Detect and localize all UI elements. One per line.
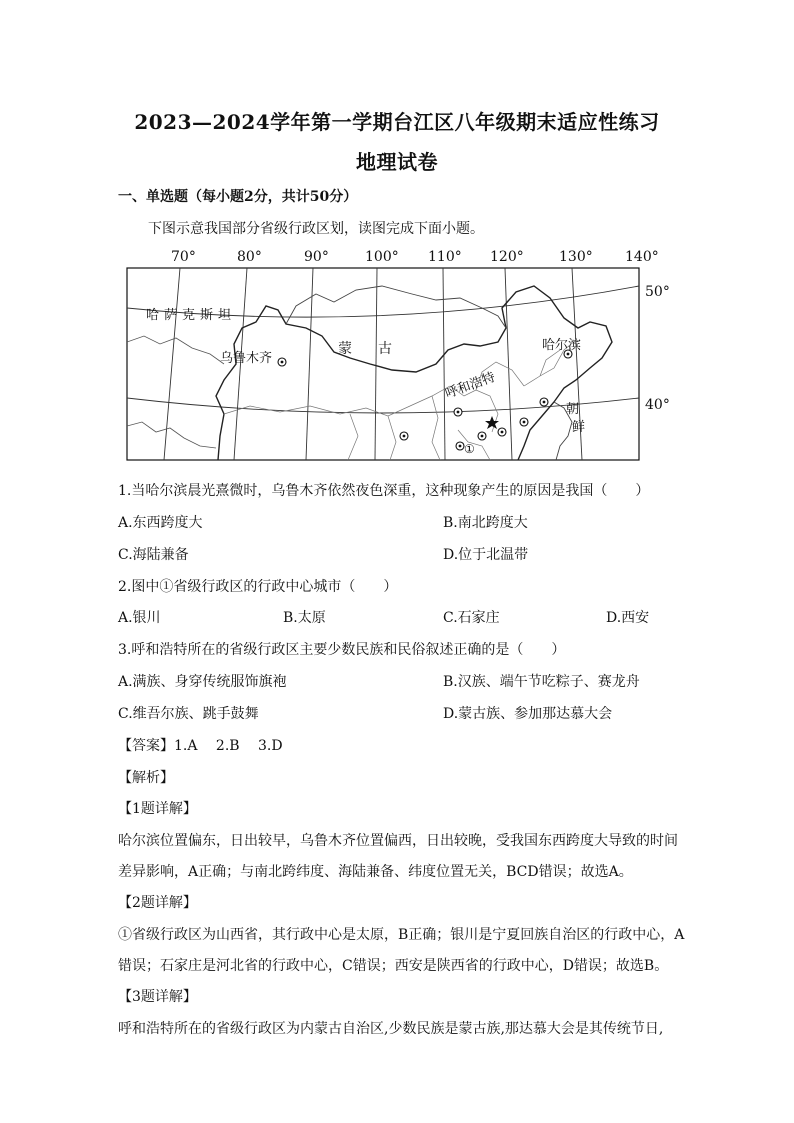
section-heading: 一、单选题（每小题2分，共计50分） bbox=[118, 189, 358, 205]
longitude-label-100: 100° bbox=[365, 249, 399, 265]
q2-explanation-line-1: ①省级行政区为山西省，其行政中心是太原，B正确；银川是宁夏回族自治区的行政中心，A bbox=[118, 927, 685, 943]
map-label-hohhot: 呼和浩特 bbox=[443, 369, 498, 402]
question-3-option-a: A.满族、身穿传统服饰旗袍 bbox=[118, 674, 287, 690]
map-label-mongolia-2: 古 bbox=[378, 341, 392, 357]
question-1-option-a: A.东西跨度大 bbox=[118, 515, 203, 531]
latitude-label-50: 50° bbox=[645, 284, 670, 300]
paper-title: 2023—2024学年第一学期台江区八年级期末适应性练习 bbox=[134, 110, 660, 134]
province-map bbox=[120, 246, 660, 468]
q2-explanation-line-2: 错误；石家庄是河北省的行政中心，C错误；西安是陕西省的行政中心，D错误；故选B。 bbox=[118, 958, 669, 974]
q2-explanation-heading: 【2题详解】 bbox=[118, 895, 197, 911]
answer-line: 【答案】1.A 2.B 3.D bbox=[118, 738, 283, 754]
question-2-option-a: A.银川 bbox=[118, 610, 161, 626]
map-label-harbin: 哈尔滨 bbox=[542, 338, 582, 353]
q1-explanation-line-2: 差异影响，A正确；与南北跨纬度、海陆兼备、纬度位置无关，BCD错误；故选A。 bbox=[118, 864, 633, 880]
question-1-option-b: B.南北跨度大 bbox=[443, 515, 528, 531]
longitude-label-140: 140° bbox=[625, 249, 659, 265]
question-2-option-d: D.西安 bbox=[606, 610, 650, 626]
latitude-label-40: 40° bbox=[645, 397, 670, 413]
question-3-option-b: B.汉族、端午节吃粽子、赛龙舟 bbox=[443, 674, 640, 690]
question-1-option-c: C.海陆兼备 bbox=[118, 547, 189, 563]
longitude-label-110: 110° bbox=[428, 249, 462, 265]
longitude-label-70: 70° bbox=[171, 249, 196, 265]
question-2-option-c: C.石家庄 bbox=[443, 610, 500, 626]
q3-explanation-line-1: 呼和浩特所在的省级行政区为内蒙古自治区,少数民族是蒙古族,那达慕大会是其传统节日, bbox=[118, 1021, 664, 1037]
question-2-stem: 2.图中①省级行政区的行政中心城市（ ） bbox=[118, 579, 398, 595]
map-label-korea-2: 鲜 bbox=[572, 420, 586, 435]
question-1-stem: 1.当哈尔滨晨光熹微时，乌鲁木齐依然夜色深重，这种现象产生的原因是我国（ ） bbox=[118, 483, 650, 499]
question-3-option-d: D.蒙古族、参加那达慕大会 bbox=[443, 706, 613, 722]
q3-explanation-heading: 【3题详解】 bbox=[118, 989, 197, 1005]
question-3-option-c: C.维吾尔族、跳手鼓舞 bbox=[118, 706, 259, 722]
map-marker-1: ① bbox=[464, 442, 475, 456]
analysis-heading: 【解析】 bbox=[118, 770, 174, 786]
longitude-label-90: 90° bbox=[304, 249, 329, 265]
question-2-option-b: B.太原 bbox=[283, 610, 326, 626]
paper-subtitle: 地理试卷 bbox=[356, 150, 438, 174]
section-intro: 下图示意我国部分省级行政区划，读图完成下面小题。 bbox=[148, 221, 484, 237]
question-3-stem: 3.呼和浩特所在的省级行政区主要少数民族和民俗叙述正确的是（ ） bbox=[118, 642, 566, 658]
longitude-label-130: 130° bbox=[559, 249, 593, 265]
question-1-option-d: D.位于北温带 bbox=[443, 547, 529, 563]
longitude-label-80: 80° bbox=[237, 249, 262, 265]
longitude-label-120: 120° bbox=[490, 249, 524, 265]
map-label-mongolia-1: 蒙 bbox=[338, 341, 352, 357]
q1-explanation-heading: 【1题详解】 bbox=[118, 801, 197, 817]
map-label-korea-1: 朝 bbox=[566, 402, 580, 417]
map-label-urumqi: 乌鲁木齐 bbox=[220, 351, 273, 366]
map-label-kazakhstan: 哈萨克斯坦 bbox=[146, 308, 237, 323]
q1-explanation-line-1: 哈尔滨位置偏东，日出较早，乌鲁木齐位置偏西，日出较晚，受我国东西跨度大导致的时间 bbox=[118, 833, 678, 849]
